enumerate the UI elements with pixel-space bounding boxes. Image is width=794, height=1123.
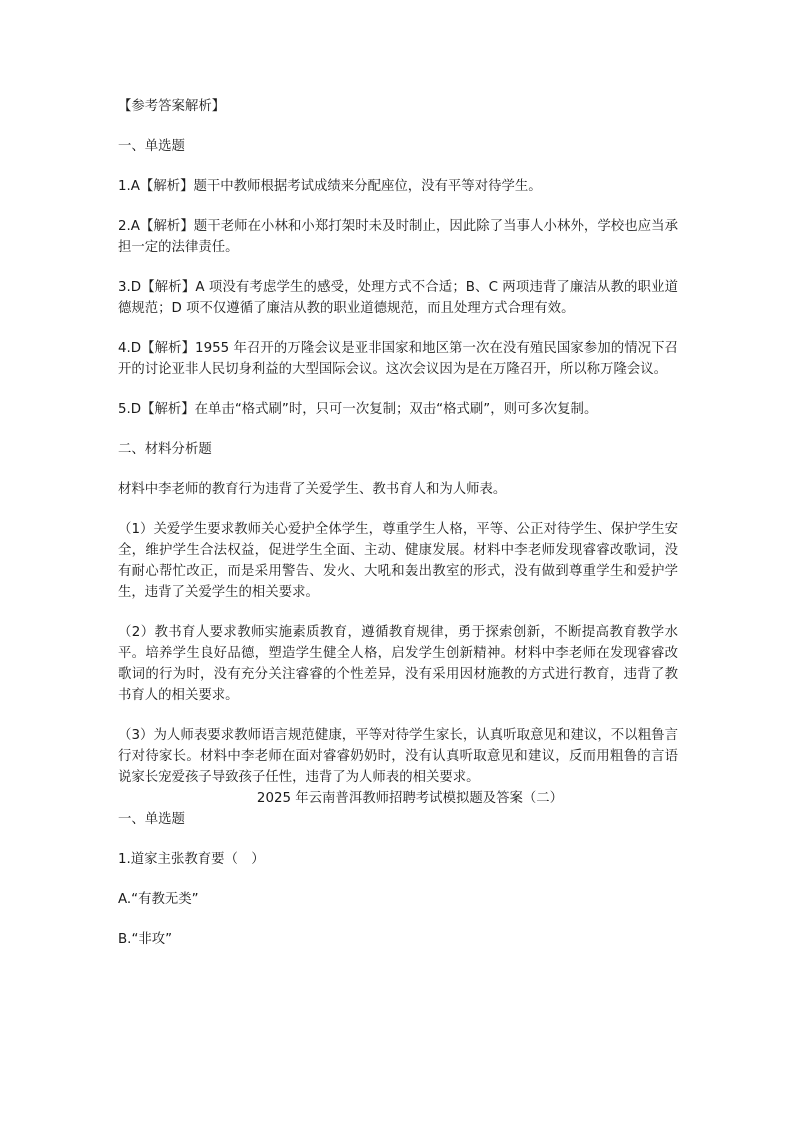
material-point-3: （3）为人师表要求教师语言规范健康，平等对待学生家长，认真听取意见和建议，不以粗鲁言行对待家长。材料中李老师在面对睿睿奶奶时，没有认真听取意见和建议，反而用粗鲁的言语说家长宠爱孩子导致孩子任性，违背了为人师表的相关要求。 xyxy=(118,728,678,785)
option-a: A.“有教无类” xyxy=(118,892,199,907)
material-point-2: （2）教书育人要求教师实施素质教育，遵循教育规律，勇于探索创新，不断提高教育教学水平。培养学生良好品德，塑造学生健全人格，启发学生创新精神。材料中李老师在发现睿睿改歌词的行为时，没有充分关注睿睿的个性差异，没有采用因材施教的方式进行教育，违背了教书育人的相关要求。 xyxy=(118,625,678,703)
next-exam-title: 2025 年云南普洱教师招聘考试模拟题及答案（二） xyxy=(256,791,564,806)
question-item-1: 1.道家主张教育要（ ） xyxy=(118,852,265,867)
answers-section-title: 【参考答案解析】 xyxy=(118,99,226,114)
material-point-1: （1）关爱学生要求教师关心爱护全体学生，尊重学生人格，平等、公正对待学生、保护学生安全，维护学生合法权益，促进学生全面、主动、健康发展。材料中李老师发现睿睿改歌词，没有耐心帮忙改正，而是采用警告、发火、大吼和轰出教室的形式，没有做到尊重学生和爱护学生，违背了关爱学生的相关要求。 xyxy=(118,522,678,600)
answer-item-1: 1.A【解析】题干中教师根据考试成绩来分配座位，没有平等对待学生。 xyxy=(118,179,542,194)
option-b: B.“非攻” xyxy=(118,932,173,947)
answer-item-4: 4.D【解析】1955 年召开的万隆会议是亚非国家和地区第一次在没有殖民国家参加的情况下召开的讨论亚非人民切身利益的大型国际会议。这次会议因为是在万隆召开，所以称万隆会议。 xyxy=(118,341,678,377)
part2-heading: 二、材料分析题 xyxy=(118,442,212,457)
material-intro: 材料中李老师的教育行为违背了关爱学生、教书育人和为人师表。 xyxy=(118,482,507,497)
part1-heading: 一、单选题 xyxy=(118,139,185,154)
answer-item-3: 3.D【解析】A 项没有考虑学生的感受，处理方式不合适；B、C 两项违背了廉洁从教的职业道德规范；D 项不仅遵循了廉洁从教的职业道德规范，而且处理方式合理有效。 xyxy=(118,280,678,316)
answer-item-5: 5.D【解析】在单击“格式刷”时，只可一次复制；双击“格式刷”，则可多次复制。 xyxy=(118,402,598,417)
document-page xyxy=(118,96,678,969)
answer-item-2: 2.A【解析】题干老师在小林和小郑打架时未及时制止，因此除了当事人小林外，学校也应当承担一定的法律责任。 xyxy=(118,219,678,255)
next-part1-heading: 一、单选题 xyxy=(118,812,185,827)
